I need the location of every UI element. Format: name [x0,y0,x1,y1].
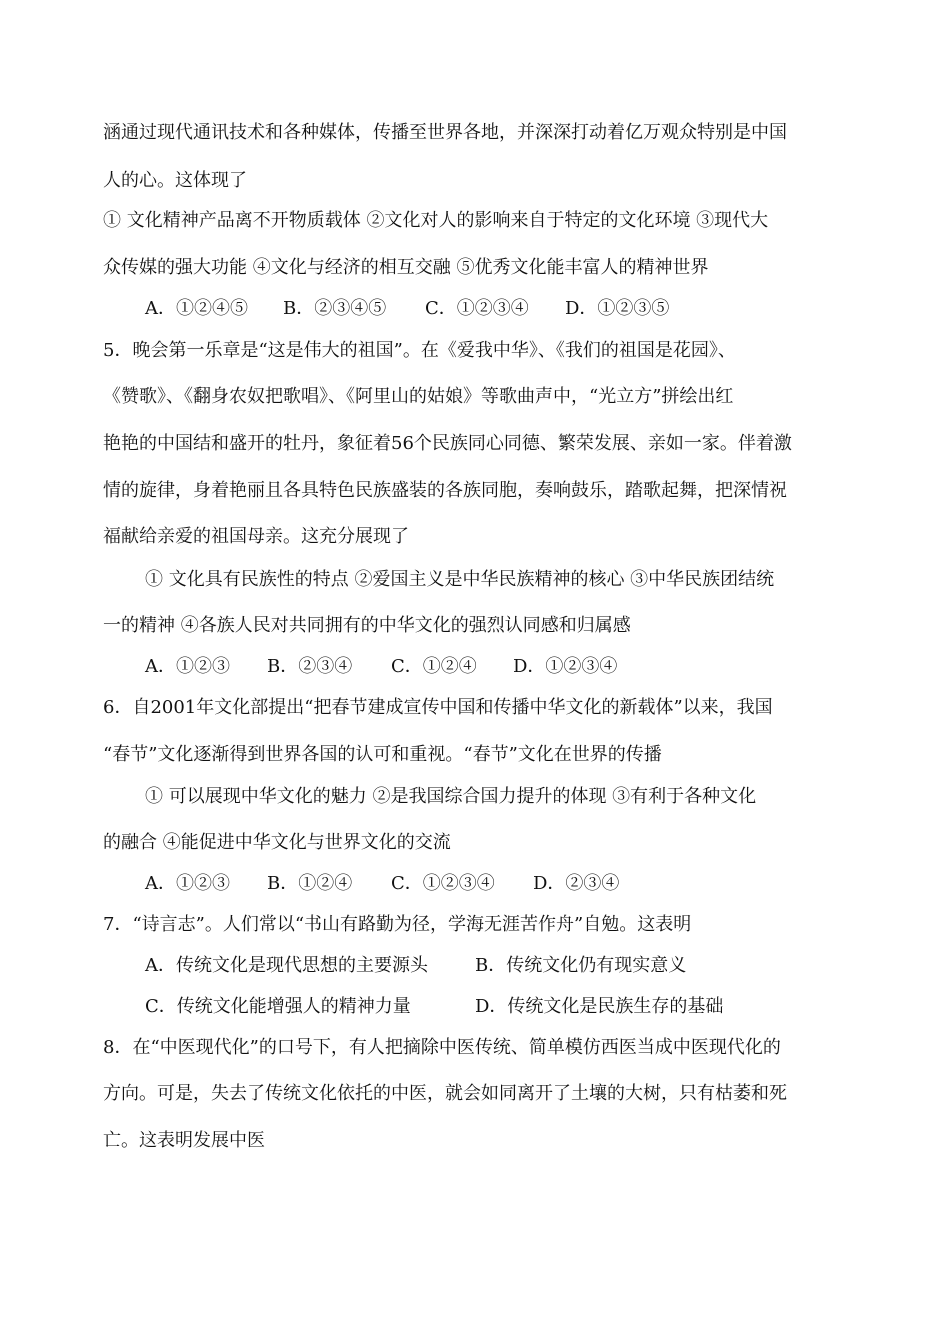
q5-statement-line2: 一的精神 ④各族人民对共同拥有的中华文化的强烈认同感和归属感 [103,615,631,636]
q7-options-row2 [145,994,723,1020]
q5-option-d: D．①②③④ [513,656,618,677]
q8-line1: 8．在“中医现代化”的口号下，有人把摘除中医传统、简单模仿西医当成中医现代化的 [103,1037,781,1058]
q6-options [145,871,619,897]
q4-options [145,296,669,322]
q7-option-b: B．传统文化仍有现实意义 [475,955,687,976]
q4-statement-line1: ① 文化精神产品离不开物质载体 ②文化对人的影响来自于特定的文化环境 ③现代大 [103,210,769,231]
q5-option-a: A．①②③ [145,656,230,677]
q7-option-d: D．传统文化是民族生存的基础 [475,996,724,1017]
q6-line1: 6．自2001年文化部提出“把春节建成宣传中国和传播中华文化的新载体”以来，我国 [103,697,773,718]
q5-statement-line1: ① 文化具有民族性的特点 ②爱国主义是中华民族精神的核心 ③中华民族团结统 [145,569,775,590]
q6-option-d: D．②③④ [533,873,620,894]
q4-line1: 涵通过现代通讯技术和各种媒体，传播至世界各地，并深深打动着亿万观众特别是中国 [103,122,787,143]
q5-line4: 情的旋律，身着艳丽且各具特色民族盛装的各族同胞，奏响鼓乐，踏歌起舞，把深情祝 [103,480,787,501]
q4-option-d: D．①②③⑤ [565,298,670,319]
q5-options [145,654,617,680]
q8-line2: 方向。可是，失去了传统文化依托的中医，就会如同离开了土壤的大树，只有枯萎和死 [103,1083,787,1104]
q4-option-b: B．②③④⑤ [283,298,387,319]
q6-option-b: B．①②④ [267,873,353,894]
q5-line1: 5．晚会第一乐章是“这是伟大的祖国”。在《爱我中华》、《我们的祖国是花园》、 [103,340,736,361]
q4-option-c: C．①②③④ [425,298,529,319]
q6-line2: “春节”文化逐渐得到世界各国的认可和重视。“春节”文化在世界的传播 [103,744,662,765]
q4-line2: 人的心。这体现了 [103,170,247,191]
q4-statement-line2: 众传媒的强大功能 ④文化与经济的相互交融 ⑤优秀文化能丰富人的精神世界 [103,257,709,278]
q6-statement-line1: ① 可以展现中华文化的魅力 ②是我国综合国力提升的体现 ③有利于各种文化 [145,786,757,807]
q7-option-a: A．传统文化是现代思想的主要源头 [145,955,428,976]
q4-option-a: A．①②④⑤ [145,298,248,319]
q7-option-c: C．传统文化能增强人的精神力量 [145,996,411,1017]
q6-option-c: C．①②③④ [391,873,495,894]
q5-line3: 艳艳的中国结和盛开的牡丹，象征着56个民族同心同德、繁荣发展、亲如一家。伴着激 [103,433,792,454]
q5-option-b: B．②③④ [267,656,353,677]
q5-line5: 福献给亲爱的祖国母亲。这充分展现了 [103,526,409,547]
q5-option-c: C．①②④ [391,656,477,677]
q5-line2: 《赞歌》、《翻身农奴把歌唱》、《阿里山的姑娘》等歌曲声中，“光立方”拼绘出红 [103,386,734,407]
q6-statement-line2: 的融合 ④能促进中华文化与世界文化的交流 [103,832,451,853]
q6-option-a: A．①②③ [145,873,230,894]
q7-options-row1 [145,953,686,979]
q7-line1: 7．“诗言志”。人们常以“书山有路勤为径，学海无涯苦作舟”自勉。这表明 [103,914,692,935]
q8-line3: 亡。这表明发展中医 [103,1130,265,1151]
